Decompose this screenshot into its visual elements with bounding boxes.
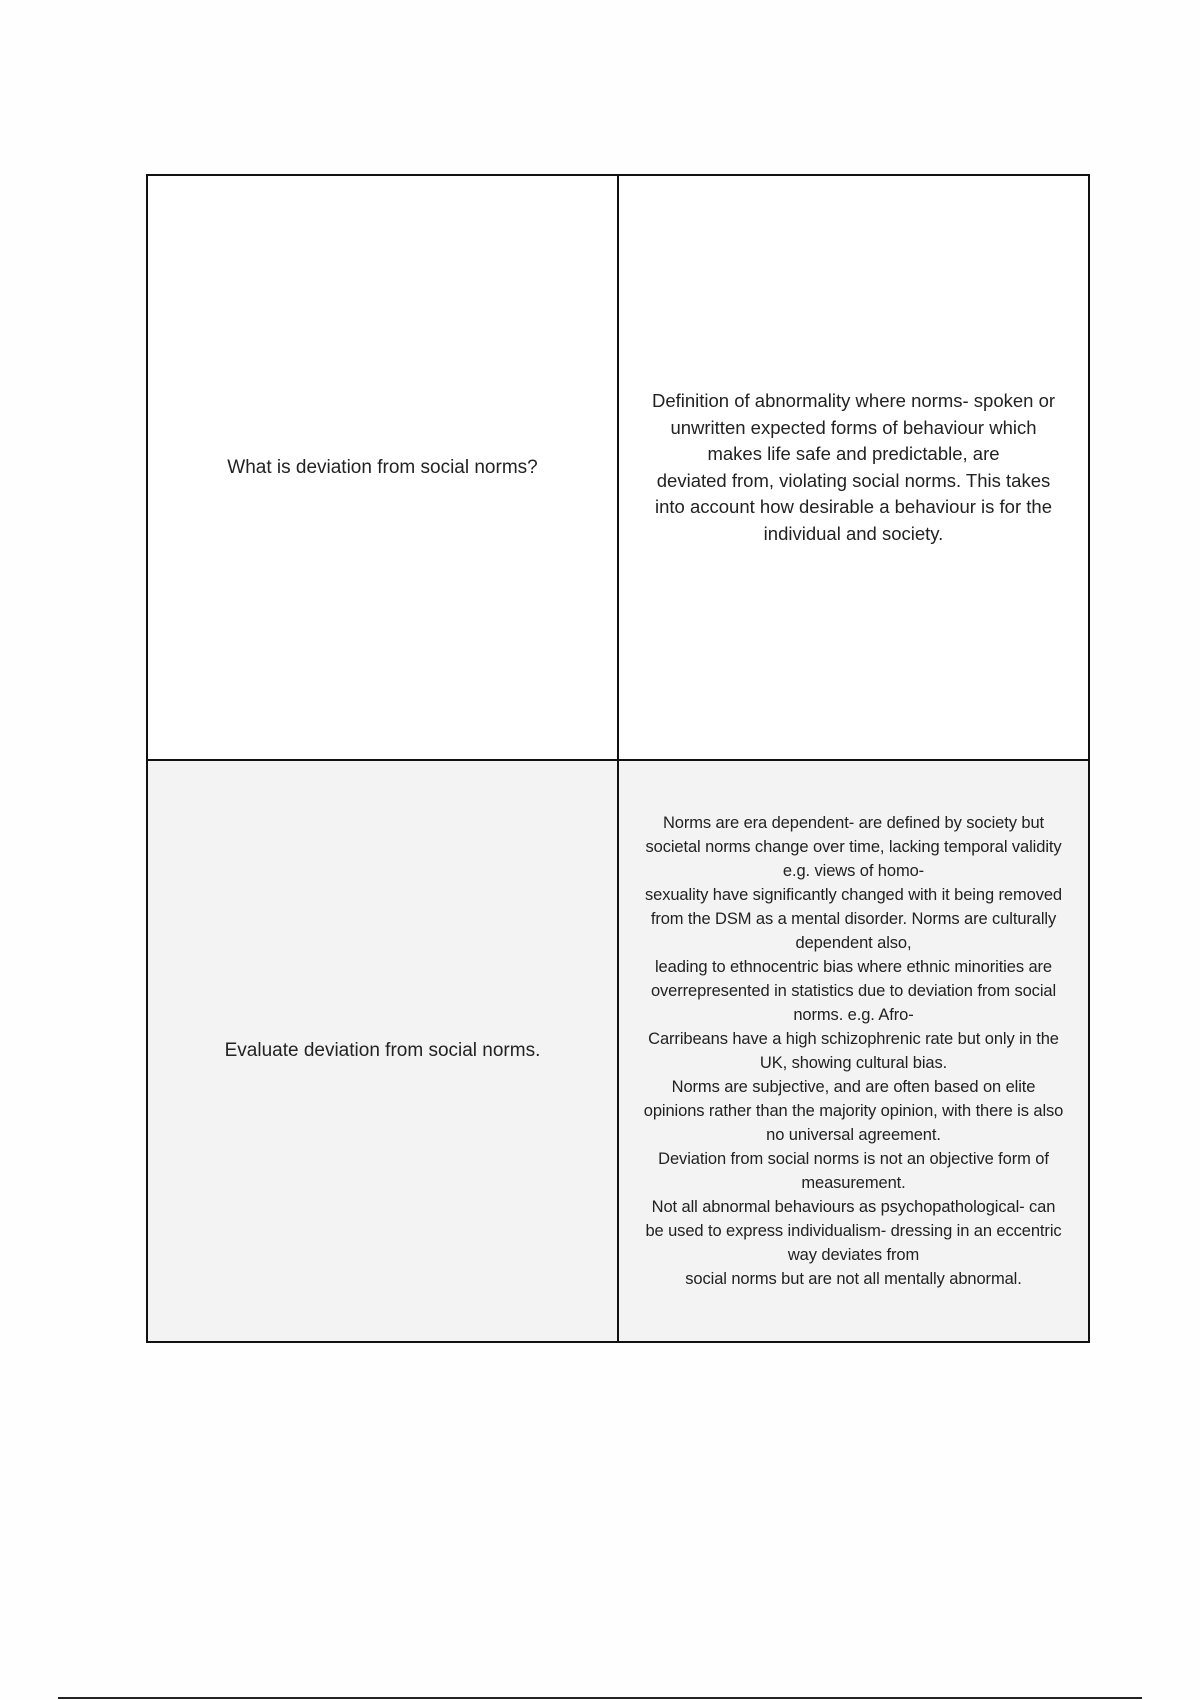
answer-line: UK, showing cultural bias. [759, 1054, 948, 1072]
flashcard-row [147, 175, 1089, 760]
answer-line: Norms are subjective, and are often based on elite [671, 1078, 1036, 1096]
answer-line: leading to ethnocentric bias where ethnic minorities are [654, 958, 1053, 976]
answer-line: societal norms change over time, lacking temporal validity [645, 838, 1062, 856]
answer-line: opinions rather than the majority opinion, with there is also [643, 1102, 1064, 1120]
flashcard-table [146, 174, 1090, 1343]
answer-line: individual and society. [763, 522, 944, 544]
answer-line: norms. e.g. Afro- [793, 1006, 914, 1024]
answer-line: way deviates from [787, 1246, 920, 1264]
answer-line: dependent also, [795, 934, 912, 952]
answer-line: into account how desirable a behaviour is for the [655, 496, 1052, 517]
answer-line: overrepresented in statistics due to deviation from social [650, 982, 1057, 1000]
answer-line: from the DSM as a mental disorder. Norms are culturally [650, 910, 1057, 928]
answer-line: Definition of abnormality where norms- spoken or [651, 390, 1056, 411]
question-cell [147, 760, 618, 1342]
question-text: Evaluate deviation from social norms. [224, 1040, 541, 1061]
answer-line: measurement. [801, 1174, 906, 1192]
answer-line: Deviation from social norms is not an objective form of [658, 1150, 1049, 1168]
footer-divider [58, 1697, 1142, 1699]
question-text: What is deviation from social norms? [227, 456, 538, 478]
answer-line: Not all abnormal behaviours as psychopathological- can [651, 1198, 1056, 1216]
answer-line: e.g. views of homo- [782, 862, 925, 880]
answer-line: be used to express individualism- dressing in an eccentric [645, 1222, 1062, 1240]
answer-line: social norms but are not all mentally abnormal. [685, 1270, 1022, 1288]
answer-line: deviated from, violating social norms. This takes [656, 469, 1051, 491]
answer-line: makes life safe and predictable, are [707, 443, 1000, 464]
answer-line: Norms are era dependent- are defined by society but [662, 814, 1045, 832]
answer-cell [618, 760, 1089, 1342]
answer-line: Carribeans have a high schizophrenic rate but only in the [648, 1030, 1059, 1048]
flashcard-row [147, 760, 1089, 1342]
answer-line: no universal agreement. [766, 1126, 941, 1144]
answer-cell [618, 175, 1089, 760]
answer-line: sexuality have significantly changed with it being removed [644, 886, 1063, 904]
answer-line: unwritten expected forms of behaviour which [670, 416, 1037, 438]
question-cell [147, 175, 618, 760]
